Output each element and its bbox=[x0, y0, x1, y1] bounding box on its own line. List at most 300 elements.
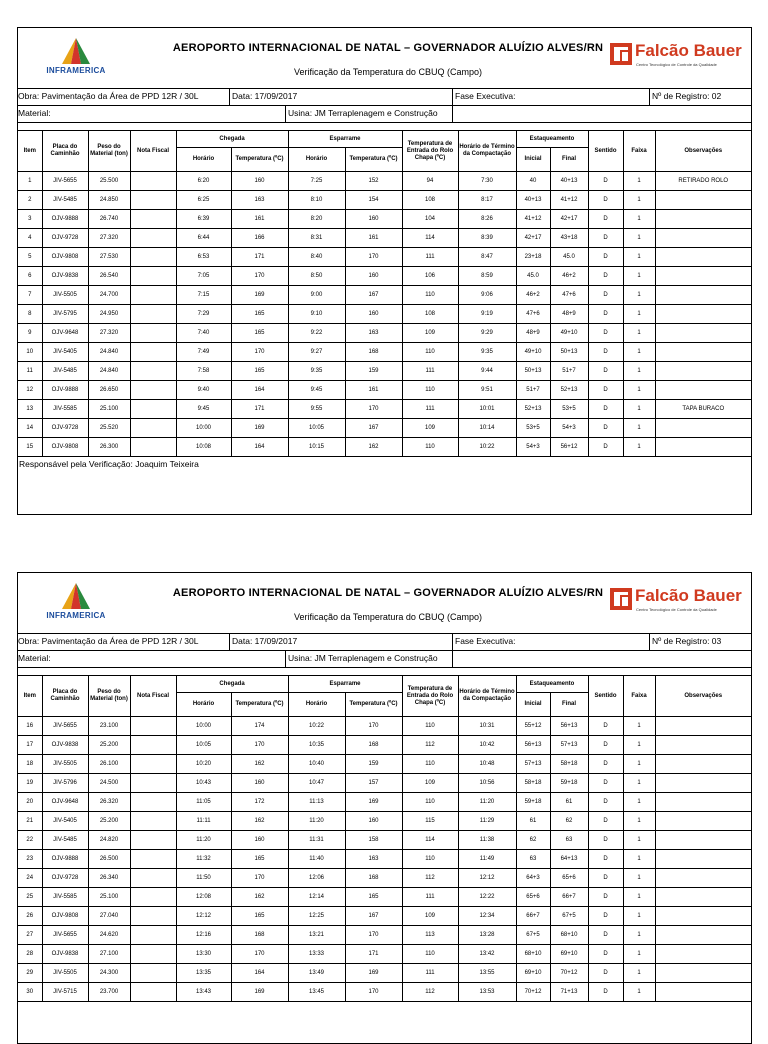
col-peso: Peso do Material (ton) bbox=[88, 676, 130, 717]
table-cell: 58+18 bbox=[550, 755, 588, 774]
table-row bbox=[18, 305, 751, 324]
table-cell: 165 bbox=[231, 305, 288, 324]
table-cell bbox=[655, 210, 751, 229]
table-cell bbox=[130, 717, 176, 736]
table-cell: D bbox=[588, 926, 623, 945]
table-cell: 53+5 bbox=[516, 419, 550, 438]
table-cell: D bbox=[588, 381, 623, 400]
table-cell: 6:53 bbox=[176, 248, 231, 267]
table-cell: 27.100 bbox=[88, 945, 130, 964]
table-cell: 28 bbox=[18, 945, 42, 964]
col-nota: Nota Fiscal bbox=[130, 131, 176, 172]
table-cell: 157 bbox=[345, 774, 402, 793]
table-cell: 9:00 bbox=[288, 286, 345, 305]
table-cell: 13:55 bbox=[458, 964, 516, 983]
table-cell: 110 bbox=[402, 717, 458, 736]
table-cell: 26.740 bbox=[88, 210, 130, 229]
table-cell: 164 bbox=[231, 964, 288, 983]
table-row bbox=[18, 964, 751, 983]
table-cell: 1 bbox=[623, 964, 655, 983]
table-cell bbox=[655, 267, 751, 286]
table-cell: JIV-5505 bbox=[42, 755, 88, 774]
table-cell bbox=[130, 305, 176, 324]
table-cell: 12:08 bbox=[176, 888, 231, 907]
table-cell: 1 bbox=[623, 907, 655, 926]
table-cell: JIV-5795 bbox=[42, 305, 88, 324]
table-cell: 11:50 bbox=[176, 869, 231, 888]
table-row bbox=[18, 983, 751, 1002]
table-cell: 51+7 bbox=[550, 362, 588, 381]
table-cell: OJV-9888 bbox=[42, 210, 88, 229]
table-row bbox=[18, 755, 751, 774]
table-cell: 13:53 bbox=[458, 983, 516, 1002]
table-cell: 11:20 bbox=[458, 793, 516, 812]
table-cell: 109 bbox=[402, 774, 458, 793]
table-cell: 3 bbox=[18, 210, 42, 229]
table-cell: 161 bbox=[345, 381, 402, 400]
verification-sheet-2 bbox=[17, 572, 752, 1044]
table-cell: 42+17 bbox=[516, 229, 550, 248]
table-cell: 1 bbox=[623, 381, 655, 400]
table-cell: 21 bbox=[18, 812, 42, 831]
table-cell: 168 bbox=[345, 869, 402, 888]
table-cell: 1 bbox=[623, 755, 655, 774]
table-row bbox=[18, 286, 751, 305]
table-cell: 11:20 bbox=[176, 831, 231, 850]
table-cell: 7:49 bbox=[176, 343, 231, 362]
table-cell: 9:44 bbox=[458, 362, 516, 381]
table-cell: 6 bbox=[18, 267, 42, 286]
table-cell: 13:42 bbox=[458, 945, 516, 964]
col-observacoes: Observações bbox=[655, 131, 751, 172]
table-cell: 11:29 bbox=[458, 812, 516, 831]
table-cell: 24.500 bbox=[88, 774, 130, 793]
table-cell: 7:25 bbox=[288, 172, 345, 191]
table-cell bbox=[655, 191, 751, 210]
table-cell bbox=[655, 831, 751, 850]
table-cell: 167 bbox=[345, 286, 402, 305]
table-cell: 160 bbox=[231, 774, 288, 793]
table-cell: TAPA BURACO bbox=[655, 400, 751, 419]
table-cell bbox=[655, 286, 751, 305]
table-row bbox=[18, 774, 751, 793]
table-cell: D bbox=[588, 172, 623, 191]
table-cell: 26.300 bbox=[88, 438, 130, 457]
registro-label: Nº de Registro: 02 bbox=[652, 91, 722, 101]
page-subtitle: Verificação da Temperatura do CBUQ (Campo) bbox=[294, 612, 482, 622]
table-cell: 13:28 bbox=[458, 926, 516, 945]
table-cell: 25 bbox=[18, 888, 42, 907]
table-row bbox=[18, 793, 751, 812]
table-cell: OJV-9838 bbox=[42, 267, 88, 286]
table-cell: 115 bbox=[402, 812, 458, 831]
table-row bbox=[18, 888, 751, 907]
table-cell: 10:08 bbox=[176, 438, 231, 457]
table-cell: 46+2 bbox=[516, 286, 550, 305]
table-row bbox=[18, 248, 751, 267]
table-cell: 112 bbox=[402, 736, 458, 755]
table-row bbox=[18, 907, 751, 926]
table-cell: 160 bbox=[345, 812, 402, 831]
table-cell: 45.0 bbox=[550, 248, 588, 267]
table-cell: 23 bbox=[18, 850, 42, 869]
table-cell: 26.540 bbox=[88, 267, 130, 286]
table-cell: 50+13 bbox=[550, 343, 588, 362]
table-cell: 1 bbox=[623, 400, 655, 419]
table-cell: 10:48 bbox=[458, 755, 516, 774]
table-cell: D bbox=[588, 248, 623, 267]
table-cell: 6:25 bbox=[176, 191, 231, 210]
table-cell: 9:35 bbox=[288, 362, 345, 381]
table-cell: 67+5 bbox=[550, 907, 588, 926]
temperature-table bbox=[18, 131, 751, 457]
table-cell bbox=[130, 964, 176, 983]
table-cell: 114 bbox=[402, 229, 458, 248]
table-cell: 114 bbox=[402, 831, 458, 850]
table-cell: 8:17 bbox=[458, 191, 516, 210]
table-cell: 10:00 bbox=[176, 419, 231, 438]
table-cell: 18 bbox=[18, 755, 42, 774]
table-cell: D bbox=[588, 850, 623, 869]
table-cell: 170 bbox=[231, 343, 288, 362]
table-cell bbox=[130, 229, 176, 248]
table-cell bbox=[655, 907, 751, 926]
table-cell bbox=[655, 793, 751, 812]
table-cell: JIV-5485 bbox=[42, 191, 88, 210]
table-cell: 9:55 bbox=[288, 400, 345, 419]
table-cell: 169 bbox=[231, 286, 288, 305]
inframerica-logo-text: INFRAMERICA bbox=[46, 66, 106, 75]
table-cell: 9:45 bbox=[176, 400, 231, 419]
table-cell: 164 bbox=[231, 438, 288, 457]
table-cell: 7:29 bbox=[176, 305, 231, 324]
table-cell: 1 bbox=[623, 983, 655, 1002]
table-cell: 104 bbox=[402, 210, 458, 229]
table-cell: 59+18 bbox=[516, 793, 550, 812]
table-cell: 1 bbox=[623, 267, 655, 286]
table-cell: 172 bbox=[231, 793, 288, 812]
table-cell bbox=[655, 343, 751, 362]
date-label: Data: 17/09/2017 bbox=[232, 636, 298, 646]
table-cell: 25.200 bbox=[88, 736, 130, 755]
table-cell: D bbox=[588, 812, 623, 831]
table-cell: 14 bbox=[18, 419, 42, 438]
table-cell: 13:33 bbox=[288, 945, 345, 964]
falcao-bauer-name: Falcão Bauer bbox=[635, 586, 742, 605]
table-cell: 63 bbox=[550, 831, 588, 850]
table-cell: 9:45 bbox=[288, 381, 345, 400]
col-chegada-temperatura: Temperatura (ºC) bbox=[231, 148, 288, 172]
col-observacoes: Observações bbox=[655, 676, 751, 717]
table-cell: 154 bbox=[345, 191, 402, 210]
table-cell: 167 bbox=[345, 419, 402, 438]
table-cell: D bbox=[588, 210, 623, 229]
table-cell: 26.650 bbox=[88, 381, 130, 400]
usina-label: Usina: JM Terraplenagem e Construção bbox=[288, 653, 438, 663]
table-cell: 111 bbox=[402, 362, 458, 381]
table-cell bbox=[130, 210, 176, 229]
table-cell bbox=[655, 964, 751, 983]
table-cell: 165 bbox=[231, 324, 288, 343]
table-cell: 4 bbox=[18, 229, 42, 248]
table-cell bbox=[130, 926, 176, 945]
table-cell: D bbox=[588, 267, 623, 286]
table-row bbox=[18, 812, 751, 831]
fase-label: Fase Executiva: bbox=[455, 636, 516, 646]
table-cell: 159 bbox=[345, 362, 402, 381]
table-cell: 1 bbox=[623, 324, 655, 343]
table-cell: 65+6 bbox=[550, 869, 588, 888]
date-label: Data: 17/09/2017 bbox=[232, 91, 298, 101]
table-cell: 160 bbox=[231, 831, 288, 850]
table-cell: 169 bbox=[231, 419, 288, 438]
table-cell bbox=[130, 907, 176, 926]
table-cell: 163 bbox=[231, 191, 288, 210]
table-cell: 10:05 bbox=[288, 419, 345, 438]
table-cell: 7 bbox=[18, 286, 42, 305]
table-cell bbox=[655, 983, 751, 1002]
table-cell: JIV-5715 bbox=[42, 983, 88, 1002]
col-esparrame: Esparrame bbox=[288, 131, 402, 148]
table-cell: D bbox=[588, 907, 623, 926]
table-cell: 1 bbox=[623, 362, 655, 381]
table-cell: 41+12 bbox=[550, 191, 588, 210]
table-cell: D bbox=[588, 717, 623, 736]
table-cell: 171 bbox=[231, 400, 288, 419]
table-cell: 1 bbox=[623, 210, 655, 229]
table-cell: 110 bbox=[402, 438, 458, 457]
fase-label: Fase Executiva: bbox=[455, 91, 516, 101]
table-cell: D bbox=[588, 945, 623, 964]
table-cell: 25.200 bbox=[88, 812, 130, 831]
table-cell: 1 bbox=[623, 419, 655, 438]
table-cell: 40 bbox=[516, 172, 550, 191]
material-label: Material: bbox=[18, 653, 51, 663]
table-cell: 23.700 bbox=[88, 983, 130, 1002]
table-cell: D bbox=[588, 793, 623, 812]
col-estaq-final: Final bbox=[550, 148, 588, 172]
table-cell: 13:49 bbox=[288, 964, 345, 983]
col-faixa: Faixa bbox=[623, 676, 655, 717]
table-cell: 12:06 bbox=[288, 869, 345, 888]
table-cell: 24.300 bbox=[88, 964, 130, 983]
table-cell: 30 bbox=[18, 983, 42, 1002]
col-item: Item bbox=[18, 676, 42, 717]
table-cell: 159 bbox=[345, 755, 402, 774]
col-chegada-horario: Horário bbox=[176, 693, 231, 717]
table-cell bbox=[130, 774, 176, 793]
table-cell: 165 bbox=[345, 888, 402, 907]
table-row bbox=[18, 869, 751, 888]
table-cell: 2 bbox=[18, 191, 42, 210]
table-cell: JIV-5485 bbox=[42, 831, 88, 850]
col-peso: Peso do Material (ton) bbox=[88, 131, 130, 172]
table-cell: D bbox=[588, 869, 623, 888]
table-cell: 1 bbox=[18, 172, 42, 191]
table-cell: 110 bbox=[402, 850, 458, 869]
table-cell: 11:13 bbox=[288, 793, 345, 812]
table-cell bbox=[655, 888, 751, 907]
table-cell bbox=[130, 755, 176, 774]
table-cell: 27.530 bbox=[88, 248, 130, 267]
table-cell: OJV-9808 bbox=[42, 907, 88, 926]
col-estaqueamento: Estaqueamento bbox=[516, 131, 588, 148]
table-cell: JIV-5405 bbox=[42, 343, 88, 362]
table-cell: 10:47 bbox=[288, 774, 345, 793]
table-cell: 1 bbox=[623, 191, 655, 210]
falcao-bauer-tagline: Centro Tecnológico de Controle da Qualidade bbox=[636, 607, 717, 612]
table-row bbox=[18, 926, 751, 945]
table-cell: 171 bbox=[345, 945, 402, 964]
table-cell: 61 bbox=[516, 812, 550, 831]
table-cell: 152 bbox=[345, 172, 402, 191]
table-cell: 13:30 bbox=[176, 945, 231, 964]
table-cell: D bbox=[588, 419, 623, 438]
col-placa: Placa do Caminhão bbox=[42, 131, 88, 172]
table-cell: 26.100 bbox=[88, 755, 130, 774]
table-cell: 110 bbox=[402, 793, 458, 812]
inframerica-logo bbox=[36, 583, 116, 629]
table-cell: 170 bbox=[345, 983, 402, 1002]
table-cell: 12:12 bbox=[176, 907, 231, 926]
table-cell: 10:35 bbox=[288, 736, 345, 755]
table-cell: 5 bbox=[18, 248, 42, 267]
table-cell: 9:19 bbox=[458, 305, 516, 324]
table-cell: 112 bbox=[402, 869, 458, 888]
table-cell: 23+18 bbox=[516, 248, 550, 267]
table-cell: 11:31 bbox=[288, 831, 345, 850]
inframerica-logo-icon bbox=[60, 583, 92, 609]
col-esparrame-horario: Horário bbox=[288, 148, 345, 172]
col-esparrame-temperatura: Temperatura (ºC) bbox=[345, 148, 402, 172]
table-cell: 13 bbox=[18, 400, 42, 419]
table-cell: 7:05 bbox=[176, 267, 231, 286]
table-cell: 61 bbox=[550, 793, 588, 812]
table-cell: OJV-9888 bbox=[42, 381, 88, 400]
table-cell: 8:10 bbox=[288, 191, 345, 210]
table-row bbox=[18, 172, 751, 191]
table-cell: 68+10 bbox=[550, 926, 588, 945]
table-cell: 9:35 bbox=[458, 343, 516, 362]
table-cell: 111 bbox=[402, 248, 458, 267]
table-cell bbox=[655, 717, 751, 736]
table-cell: 45.0 bbox=[516, 267, 550, 286]
table-cell: 19 bbox=[18, 774, 42, 793]
table-cell: 6:39 bbox=[176, 210, 231, 229]
table-cell bbox=[130, 248, 176, 267]
table-cell: 9:29 bbox=[458, 324, 516, 343]
info-row-obra bbox=[18, 89, 751, 106]
table-cell: 12:16 bbox=[176, 926, 231, 945]
table-cell: 12:12 bbox=[458, 869, 516, 888]
table-cell: D bbox=[588, 362, 623, 381]
table-cell: OJV-9838 bbox=[42, 736, 88, 755]
table-cell: 71+13 bbox=[550, 983, 588, 1002]
table-cell: 110 bbox=[402, 343, 458, 362]
table-cell: 59+18 bbox=[550, 774, 588, 793]
table-cell bbox=[655, 755, 751, 774]
table-cell bbox=[130, 869, 176, 888]
table-row bbox=[18, 717, 751, 736]
table-row bbox=[18, 400, 751, 419]
table-cell: 9:10 bbox=[288, 305, 345, 324]
table-cell: OJV-9888 bbox=[42, 850, 88, 869]
table-cell: 25.500 bbox=[88, 172, 130, 191]
table-cell: 169 bbox=[231, 983, 288, 1002]
table-cell: 8:31 bbox=[288, 229, 345, 248]
table-cell: 49+10 bbox=[550, 324, 588, 343]
table-cell bbox=[130, 831, 176, 850]
table-cell: D bbox=[588, 305, 623, 324]
table-cell: 8:20 bbox=[288, 210, 345, 229]
falcao-bauer-name: Falcão Bauer bbox=[635, 41, 742, 60]
table-cell: 15 bbox=[18, 438, 42, 457]
table-cell: 55+12 bbox=[516, 717, 550, 736]
table-cell: 1 bbox=[623, 286, 655, 305]
table-cell: 62 bbox=[550, 812, 588, 831]
usina-label: Usina: JM Terraplenagem e Construção bbox=[288, 108, 438, 118]
table-cell bbox=[130, 850, 176, 869]
table-cell: 24.950 bbox=[88, 305, 130, 324]
table-cell: 9:27 bbox=[288, 343, 345, 362]
table-cell: 56+13 bbox=[550, 717, 588, 736]
table-cell bbox=[130, 400, 176, 419]
table-cell: 11:40 bbox=[288, 850, 345, 869]
table-cell: 17 bbox=[18, 736, 42, 755]
table-cell: 1 bbox=[623, 248, 655, 267]
table-cell: 170 bbox=[345, 926, 402, 945]
table-cell: 10:31 bbox=[458, 717, 516, 736]
col-esparrame-temperatura: Temperatura (ºC) bbox=[345, 693, 402, 717]
table-row bbox=[18, 381, 751, 400]
table-cell: 165 bbox=[231, 850, 288, 869]
table-cell: 110 bbox=[402, 945, 458, 964]
table-cell: OJV-9728 bbox=[42, 229, 88, 248]
table-cell: 25.520 bbox=[88, 419, 130, 438]
table-cell: 1 bbox=[623, 717, 655, 736]
table-cell bbox=[130, 362, 176, 381]
table-cell: 62 bbox=[516, 831, 550, 850]
table-cell: 162 bbox=[231, 812, 288, 831]
table-cell: JIV-5505 bbox=[42, 286, 88, 305]
table-cell: 25.100 bbox=[88, 400, 130, 419]
table-cell bbox=[130, 324, 176, 343]
table-cell: 94 bbox=[402, 172, 458, 191]
table-cell: JIV-5796 bbox=[42, 774, 88, 793]
responsavel-label: Responsável pela Verificação: Joaquim Teixeira bbox=[19, 459, 199, 469]
table-cell: 1 bbox=[623, 172, 655, 191]
table-cell: 1 bbox=[623, 812, 655, 831]
table-cell: 10:22 bbox=[288, 717, 345, 736]
table-cell: 11:49 bbox=[458, 850, 516, 869]
table-cell: 41+12 bbox=[516, 210, 550, 229]
col-horario-termino: Horário de Término da Compactação bbox=[458, 676, 516, 717]
table-cell: 66+7 bbox=[516, 907, 550, 926]
table-cell: 10:56 bbox=[458, 774, 516, 793]
table-row bbox=[18, 229, 751, 248]
table-cell: 162 bbox=[231, 888, 288, 907]
table-cell bbox=[130, 172, 176, 191]
table-cell: 110 bbox=[402, 286, 458, 305]
table-cell: D bbox=[588, 286, 623, 305]
table-cell: 1 bbox=[623, 736, 655, 755]
table-cell bbox=[130, 438, 176, 457]
table-cell: 110 bbox=[402, 381, 458, 400]
page-subtitle: Verificação da Temperatura do CBUQ (Campo) bbox=[294, 67, 482, 77]
table-cell: OJV-9838 bbox=[42, 945, 88, 964]
table-cell: 13:43 bbox=[176, 983, 231, 1002]
table-row bbox=[18, 324, 751, 343]
